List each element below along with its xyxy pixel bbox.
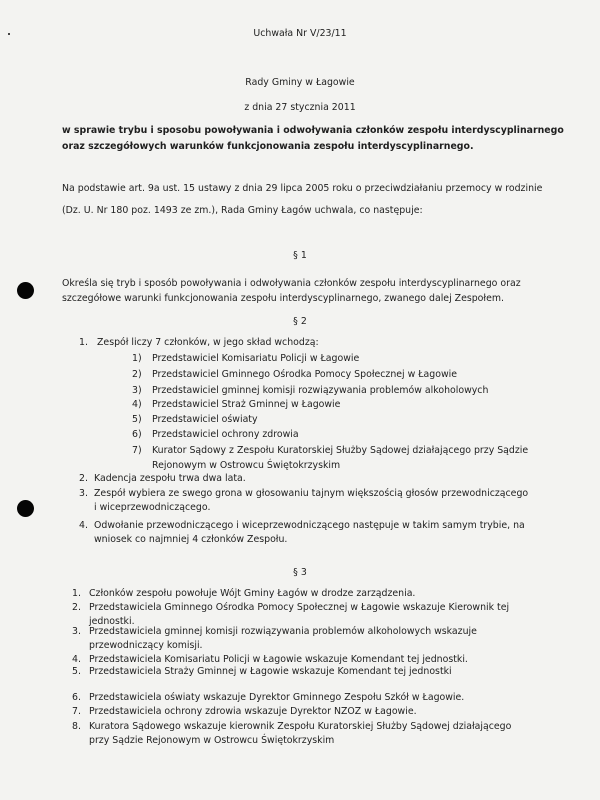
sec3-item-1-num: 1. [72,588,81,599]
sec3-item-4-num: 4. [72,654,81,665]
sec2-sub-5-num: 5) [132,414,142,425]
sec2-sub-7-num: 7) [132,445,142,456]
sec2-sub-6-num: 6) [132,429,142,440]
sec3-item-5-num: 5. [72,666,81,677]
sec2-item-3-num: 3. [79,488,88,499]
sec3-item-6-num: 6. [72,692,81,703]
section-1-line-1: Określa się tryb i sposób powoływania i odwoływania członków zespołu interdyscyplinarnego oraz [62,278,521,289]
sec3-item-8-line-1: Kuratora Sądowego wskazuje kierownik Zespołu Kuratorskiej Służby Sądowej działającego [89,721,512,732]
sec3-item-3-line-2: przewodniczący komisji. [89,640,203,651]
sec2-item-1-num: 1. [79,337,88,348]
resolution-title: Uchwała Nr V/23/11 [253,28,347,39]
sec2-item-2-text: Kadencja zespołu trwa dwa lata. [94,473,246,484]
council-name: Rady Gminy w Łagowie [245,77,355,88]
sec2-sub-3-num: 3) [132,385,142,396]
sec3-item-4-text: Przedstawiciela Komisariatu Policji w Łagowie wskazuje Komendant tej jednostki. [89,654,468,665]
resolution-date: z dnia 27 stycznia 2011 [244,102,356,113]
section-3-heading: § 3 [293,567,307,578]
sec2-sub-2-num: 2) [132,369,142,380]
sec3-item-8-num: 8. [72,721,81,732]
sec3-item-2-line-2: jednostki. [89,616,135,627]
sec3-item-7-text: Przedstawiciela ochrony zdrowia wskazuje Dyrektor NZOZ w Łagowie. [89,706,417,717]
sec2-item-4-line-1: Odwołanie przewodniczącego i wiceprzewodniczącego następuje w takim samym trybie, na [94,520,525,531]
sec2-sub-7-cont: Rejonowym w Ostrowcu Świętokrzyskim [152,460,341,471]
sec3-item-3-num: 3. [72,626,81,637]
preamble-line-1: Na podstawie art. 9a ust. 15 ustawy z dnia 29 lipca 2005 roku o przeciwdziałaniu przemocy w rodzinie [62,183,543,194]
sec2-sub-1-num: 1) [132,353,142,364]
sec2-item-1-text: Zespół liczy 7 członków, w jego skład wchodzą: [97,337,319,348]
preamble-line-2: (Dz. U. Nr 180 poz. 1493 ze zm.), Rada Gminy Łagów uchwala, co następuje: [62,205,423,216]
sec3-item-7-num: 7. [72,706,81,717]
sec2-sub-7-text: Kurator Sądowy z Zespołu Kuratorskiej Służby Sądowej działającego przy Sądzie [152,445,529,456]
sec2-sub-4-num: 4) [132,399,142,410]
sec2-sub-1-text: Przedstawiciel Komisariatu Policji w Łagowie [152,353,360,364]
punch-hole-bottom [17,500,34,517]
section-2-heading: § 2 [293,316,307,327]
sec3-item-5-text: Przedstawiciela Straży Gminnej w Łagowie wskazuje Komendant tej jednostki [89,666,452,677]
sec3-item-8-line-2: przy Sądzie Rejonowym w Ostrowcu Świętokrzyskim [89,735,335,746]
sec3-item-2-num: 2. [72,602,81,613]
sec2-item-3-line-1: Zespół wybiera ze swego grona w głosowaniu tajnym większością głosów przewodniczącego [94,488,529,499]
subject-line-2: oraz szczegółowych warunków funkcjonowania zespołu interdyscyplinarnego. [62,141,474,152]
sec2-sub-5-text: Przedstawiciel oświaty [152,414,258,425]
sec2-item-4-num: 4. [79,520,88,531]
sec3-item-1-text: Członków zespołu powołuje Wójt Gminy Łagów w drodze zarządzenia. [89,588,416,599]
subject-line-1: w sprawie trybu i sposobu powoływania i odwoływania członków zespołu interdyscyplinarnego [62,125,564,136]
sec3-item-6-text: Przedstawiciela oświaty wskazuje Dyrektor Gminnego Zespołu Szkół w Łagowie. [89,692,465,703]
section-1-heading: § 1 [293,250,307,261]
sec2-sub-2-text: Przedstawiciel Gminnego Ośrodka Pomocy Społecznej w Łagowie [152,369,458,380]
sec2-item-4-line-2: wniosek co najmniej 4 członków Zespołu. [94,534,288,545]
punch-hole-top [17,282,34,299]
sec2-sub-4-text: Przedstawiciel Straż Gminnej w Łagowie [152,399,341,410]
sec3-item-2-line-1: Przedstawiciela Gminnego Ośrodka Pomocy Społecznej w Łagowie wskazuje Kierownik tej [89,602,510,613]
sec2-item-3-line-2: i wiceprzewodniczącego. [94,502,211,513]
section-1-line-2: szczegółowe warunki funkcjonowania zespołu interdyscyplinarnego, zwanego dalej Zespołem. [62,293,504,304]
sec3-item-3-line-1: Przedstawiciela gminnej komisji rozwiązywania problemów alkoholowych wskazuje [89,626,477,637]
sec2-sub-3-text: Przedstawiciel gminnej komisji rozwiązywania problemów alkoholowych [152,385,489,396]
sec2-sub-6-text: Przedstawiciel ochrony zdrowia [152,429,299,440]
sec2-item-2-num: 2. [79,473,88,484]
